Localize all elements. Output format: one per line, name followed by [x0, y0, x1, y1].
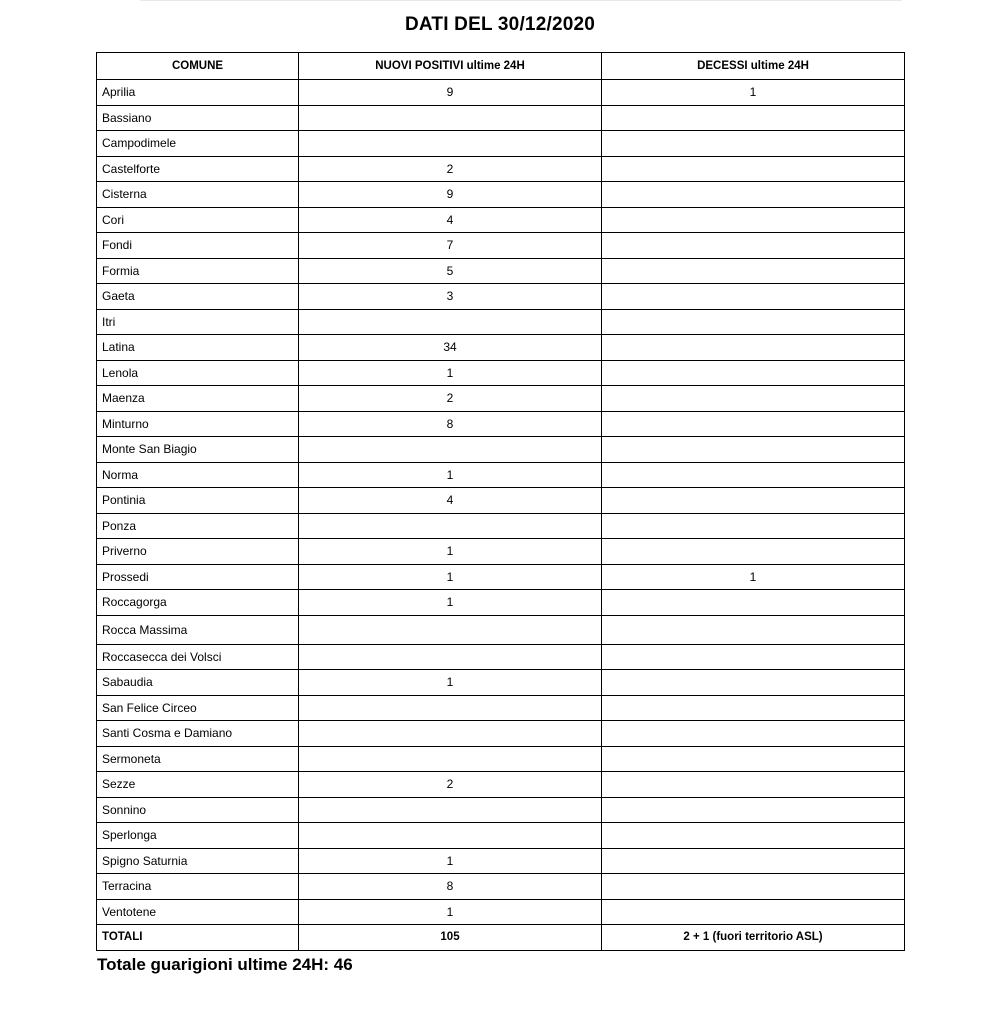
column-header-decessi: DECESSI ultime 24H	[602, 53, 905, 80]
cell-comune: Ventotene	[97, 899, 299, 925]
cell-comune: Monte San Biagio	[97, 437, 299, 463]
cell-decessi	[602, 644, 905, 670]
table-row	[97, 590, 905, 616]
cell-comune: Roccagorga	[97, 590, 299, 616]
cell-nuovi-positivi: 2	[299, 386, 602, 412]
cell-nuovi-positivi: 7	[299, 233, 602, 259]
cell-comune: Sabaudia	[97, 670, 299, 696]
cell-comune: Campodimele	[97, 131, 299, 157]
cell-nuovi-positivi	[299, 437, 602, 463]
cell-decessi	[602, 360, 905, 386]
cell-nuovi-positivi	[299, 615, 602, 644]
cell-nuovi-positivi: 1	[299, 564, 602, 590]
cell-decessi	[602, 746, 905, 772]
table-row	[97, 105, 905, 131]
table-row	[97, 848, 905, 874]
table-row	[97, 437, 905, 463]
cell-decessi	[602, 590, 905, 616]
table-row	[97, 488, 905, 514]
table-row	[97, 823, 905, 849]
table-row	[97, 258, 905, 284]
cell-nuovi-positivi	[299, 644, 602, 670]
cell-nuovi-positivi	[299, 721, 602, 747]
table-row	[97, 644, 905, 670]
cell-decessi	[602, 462, 905, 488]
column-header-nuovi-positivi: NUOVI POSITIVI ultime 24H	[299, 53, 602, 80]
cell-decessi	[602, 411, 905, 437]
table-body	[97, 53, 905, 951]
cell-nuovi-positivi: 3	[299, 284, 602, 310]
cell-decessi	[602, 156, 905, 182]
cell-comune: Formia	[97, 258, 299, 284]
cell-comune: Sperlonga	[97, 823, 299, 849]
cell-decessi	[602, 797, 905, 823]
cell-comune: Fondi	[97, 233, 299, 259]
cell-nuovi-positivi: 2	[299, 772, 602, 798]
table-row	[97, 874, 905, 900]
cell-decessi	[602, 513, 905, 539]
cell-nuovi-positivi	[299, 797, 602, 823]
table-row	[97, 386, 905, 412]
cell-comune: Cori	[97, 207, 299, 233]
cell-comune: Latina	[97, 335, 299, 361]
table-row	[97, 309, 905, 335]
totals-decessi: 2 + 1 (fuori territorio ASL)	[602, 925, 905, 951]
cell-decessi	[602, 258, 905, 284]
cell-comune: Gaeta	[97, 284, 299, 310]
table-row	[97, 360, 905, 386]
cell-nuovi-positivi: 1	[299, 462, 602, 488]
covid-data-table	[96, 52, 905, 951]
cell-nuovi-positivi: 1	[299, 539, 602, 565]
cell-decessi	[602, 848, 905, 874]
table-row	[97, 462, 905, 488]
totals-row	[97, 925, 905, 951]
table-row	[97, 615, 905, 644]
cell-nuovi-positivi	[299, 131, 602, 157]
cell-decessi	[602, 539, 905, 565]
cell-decessi	[602, 615, 905, 644]
cell-comune: Roccasecca dei Volsci	[97, 644, 299, 670]
cell-nuovi-positivi: 4	[299, 207, 602, 233]
cell-decessi	[602, 823, 905, 849]
cell-comune: Itri	[97, 309, 299, 335]
table-row	[97, 513, 905, 539]
cell-decessi	[602, 670, 905, 696]
cell-decessi: 1	[602, 80, 905, 106]
cell-nuovi-positivi	[299, 746, 602, 772]
cell-decessi	[602, 437, 905, 463]
cell-decessi	[602, 695, 905, 721]
cell-nuovi-positivi	[299, 309, 602, 335]
cell-nuovi-positivi: 8	[299, 411, 602, 437]
table-row	[97, 411, 905, 437]
cell-nuovi-positivi: 1	[299, 848, 602, 874]
cell-comune: Ponza	[97, 513, 299, 539]
cell-comune: Norma	[97, 462, 299, 488]
table-row	[97, 156, 905, 182]
table-row	[97, 335, 905, 361]
cell-nuovi-positivi	[299, 823, 602, 849]
cell-comune: Lenola	[97, 360, 299, 386]
cell-decessi: 1	[602, 564, 905, 590]
table-row	[97, 233, 905, 259]
cell-nuovi-positivi: 1	[299, 670, 602, 696]
cell-decessi	[602, 233, 905, 259]
totals-nuovi-positivi: 105	[299, 925, 602, 951]
cell-comune: Castelforte	[97, 156, 299, 182]
table-row	[97, 797, 905, 823]
cell-nuovi-positivi: 9	[299, 182, 602, 208]
cell-comune: Spigno Saturnia	[97, 848, 299, 874]
cell-comune: Priverno	[97, 539, 299, 565]
cell-comune: Santi Cosma e Damiano	[97, 721, 299, 747]
cell-comune: Rocca Massima	[97, 615, 299, 644]
cell-nuovi-positivi: 8	[299, 874, 602, 900]
table-row	[97, 182, 905, 208]
cell-comune: San Felice Circeo	[97, 695, 299, 721]
table-row	[97, 284, 905, 310]
cell-comune: Minturno	[97, 411, 299, 437]
table-header-row	[97, 53, 905, 80]
cell-decessi	[602, 488, 905, 514]
cell-nuovi-positivi	[299, 513, 602, 539]
cell-comune: Pontinia	[97, 488, 299, 514]
cell-comune: Aprilia	[97, 80, 299, 106]
table-row	[97, 539, 905, 565]
cell-decessi	[602, 772, 905, 798]
cell-decessi	[602, 335, 905, 361]
column-header-comune: COMUNE	[97, 53, 299, 80]
table-row	[97, 80, 905, 106]
cell-decessi	[602, 721, 905, 747]
cell-nuovi-positivi	[299, 105, 602, 131]
cell-decessi	[602, 386, 905, 412]
table-row	[97, 207, 905, 233]
cell-comune: Sermoneta	[97, 746, 299, 772]
table-row	[97, 131, 905, 157]
table-row	[97, 746, 905, 772]
cell-nuovi-positivi: 2	[299, 156, 602, 182]
cell-comune: Terracina	[97, 874, 299, 900]
cell-decessi	[602, 105, 905, 131]
cell-nuovi-positivi: 34	[299, 335, 602, 361]
cell-decessi	[602, 309, 905, 335]
cell-comune: Sezze	[97, 772, 299, 798]
cell-comune: Cisterna	[97, 182, 299, 208]
cell-nuovi-positivi	[299, 695, 602, 721]
cell-nuovi-positivi: 1	[299, 590, 602, 616]
cell-comune: Prossedi	[97, 564, 299, 590]
table-row	[97, 564, 905, 590]
cell-decessi	[602, 899, 905, 925]
cell-nuovi-positivi: 4	[299, 488, 602, 514]
cell-comune: Bassiano	[97, 105, 299, 131]
table-row	[97, 695, 905, 721]
cell-nuovi-positivi: 9	[299, 80, 602, 106]
cell-decessi	[602, 207, 905, 233]
cell-decessi	[602, 874, 905, 900]
document-title: DATI DEL 30/12/2020	[404, 14, 596, 35]
table-row	[97, 670, 905, 696]
top-divider	[140, 0, 902, 1]
cell-nuovi-positivi: 1	[299, 360, 602, 386]
cell-nuovi-positivi: 5	[299, 258, 602, 284]
table-row	[97, 899, 905, 925]
table-row	[97, 721, 905, 747]
cell-decessi	[602, 182, 905, 208]
table-row	[97, 772, 905, 798]
total-recoveries: Totale guarigioni ultime 24H: 46	[97, 955, 353, 974]
cell-comune: Maenza	[97, 386, 299, 412]
cell-decessi	[602, 284, 905, 310]
cell-nuovi-positivi: 1	[299, 899, 602, 925]
cell-decessi	[602, 131, 905, 157]
cell-comune: Sonnino	[97, 797, 299, 823]
totals-label: TOTALI	[97, 925, 299, 951]
